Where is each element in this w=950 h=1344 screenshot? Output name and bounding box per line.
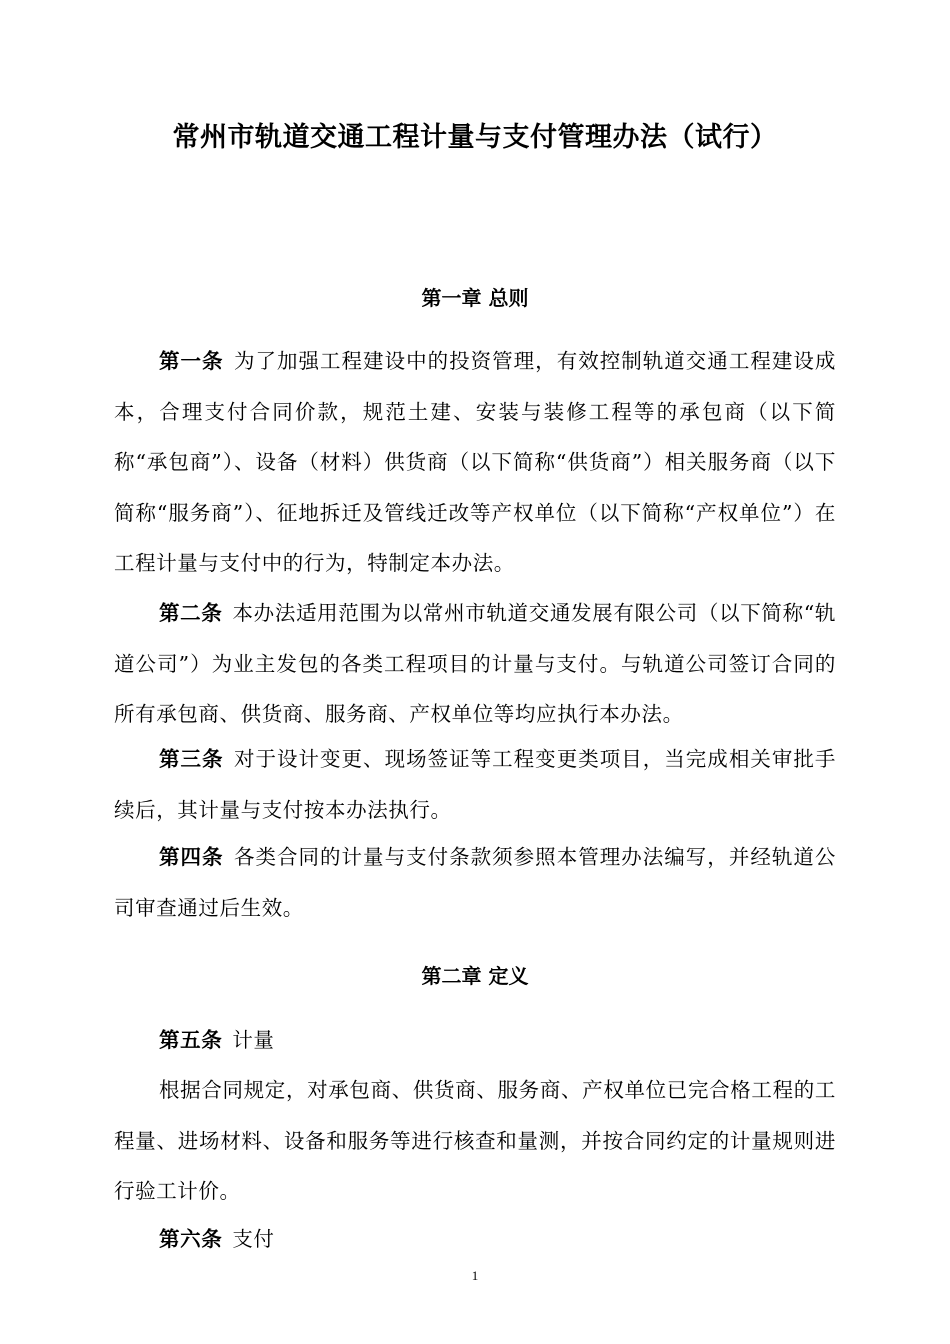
article-1-label: 第一条 — [159, 349, 224, 373]
article-5-body: 根据合同规定，对承包商、供货商、服务商、产权单位已完合格工程的工程量、进场材料、设备和服务等进行核查和量测，并按合同约定的计量规则进行验工计价。 — [114, 1078, 836, 1203]
article-5-text: 计量 — [232, 1028, 275, 1052]
article-5 — [114, 1015, 836, 1066]
article-3-text: 对于设计变更、现场签证等工程变更类项目，当完成相关审批手续后，其计量与支付按本办法执行。 — [114, 747, 836, 822]
article-4 — [114, 832, 836, 933]
article-6-label: 第六条 — [159, 1227, 223, 1251]
article-3 — [114, 734, 836, 835]
article-1 — [114, 336, 836, 589]
chapter-heading-2: 第二章 定义 — [421, 964, 529, 988]
article-4-text: 各类合同的计量与支付条款须参照本管理办法编写，并经轨道公司审查通过后生效。 — [114, 845, 836, 920]
article-5-label: 第五条 — [159, 1028, 223, 1052]
article-1-text: 为了加强工程建设中的投资管理，有效控制轨道交通工程建设成本，合理支付合同价款，规范土建、安装与装修工程等的承包商（以下简称“承包商”）、设备（材料）供货商（以下简称“供货商”）相关服务商（以下简称“服务商”）、征地拆迁及管线迁改等产权单位（以下简称“产权单位”）在工程计量与支付中的行为，特制定本办法。 — [114, 349, 836, 575]
article-2-text: 本办法适用范围为以常州市轨道交通发展有限公司（以下简称“轨道公司”）为业主发包的各类工程项目的计量与支付。与轨道公司签订合同的所有承包商、供货商、服务商、产权单位等均应执行本办法。 — [114, 601, 836, 726]
article-2 — [114, 588, 836, 740]
document-title: 常州市轨道交通工程计量与支付管理办法（试行） — [172, 122, 778, 153]
article-6-text: 支付 — [232, 1227, 275, 1251]
article-6 — [114, 1214, 836, 1265]
article-2-label: 第二条 — [159, 601, 223, 625]
article-3-label: 第三条 — [159, 747, 224, 771]
chapter-heading-1: 第一章 总则 — [421, 286, 529, 310]
article-4-label: 第四条 — [159, 845, 224, 869]
page-number: 1 — [471, 1268, 479, 1283]
